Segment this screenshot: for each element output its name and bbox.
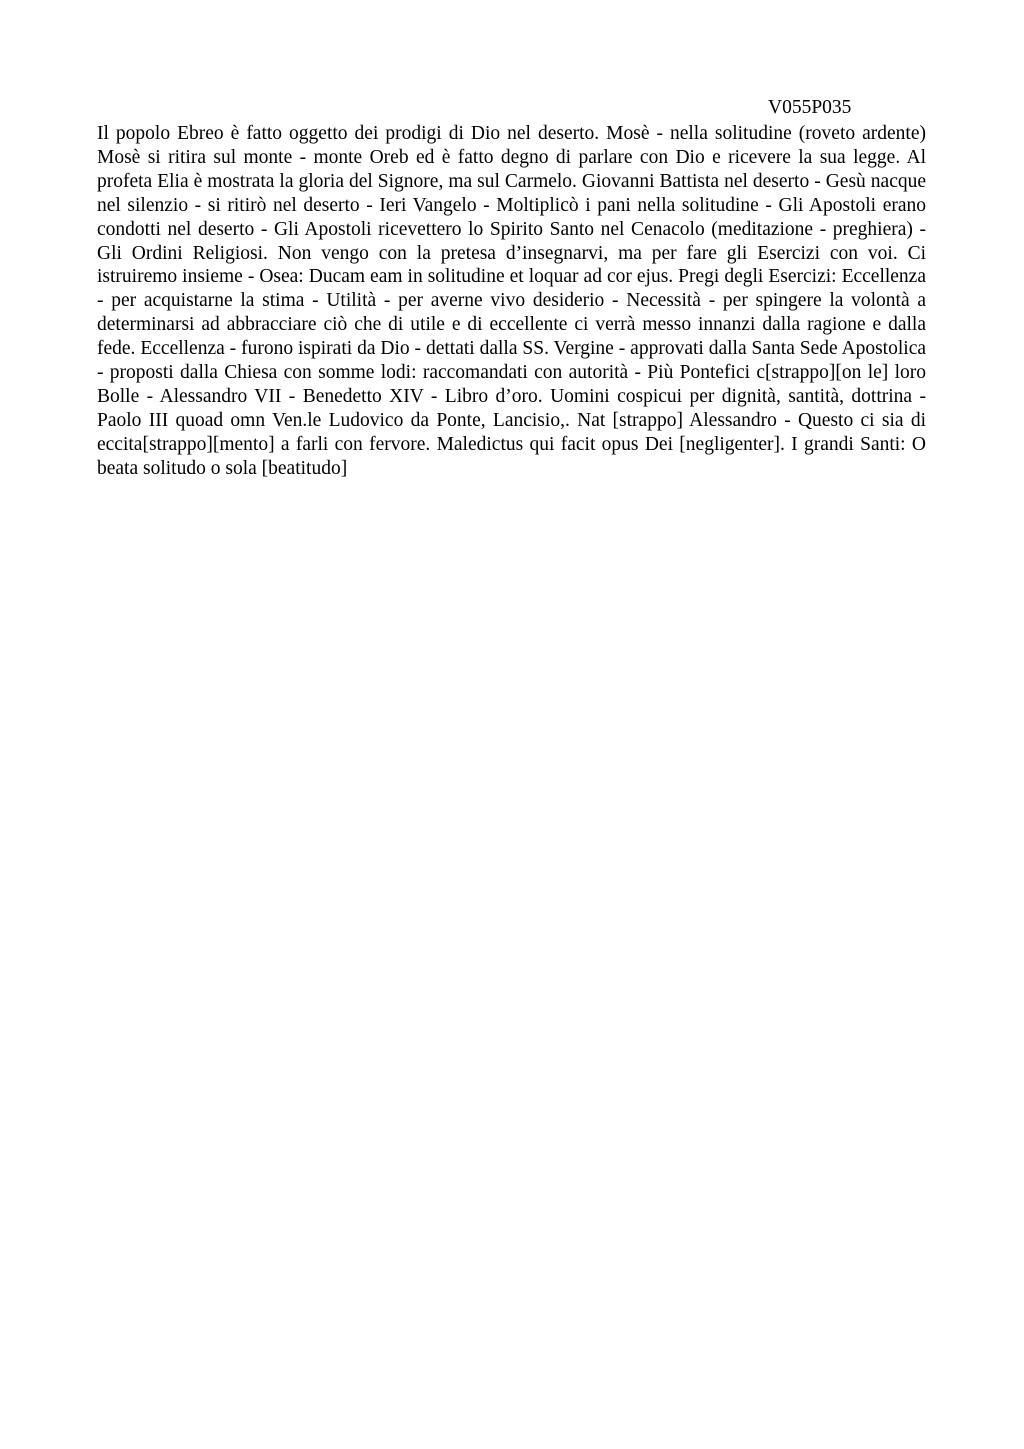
body-paragraph: Il popolo Ebreo è fatto oggetto dei prodigi di Dio nel deserto. Mosè - nella solitudine (roveto ardente) Mosè si ritira sul monte - monte Oreb ed è fatto degno di parlare con Dio e ricevere la sua legge. Al profeta Elia è mostrata la gloria del Signore, ma sul Carmelo. Giovanni Battista nel deserto - Gesù nacque nel silenzio - si ritirò nel deserto - Ieri Vangelo - Moltiplicò i pani nella solitudine - Gli Apostoli erano condotti nel deserto - Gli Apostoli ricevettero lo Spirito Santo nel Cenacolo (meditazione - preghiera) - Gli Ordini Religiosi. Non vengo con la pretesa d’insegnarvi, ma per fare gli Esercizi con voi. Ci istruiremo insieme - Osea: Ducam eam in solitudine et loquar ad cor ejus. Pregi degli Esercizi: Eccellenza - per acquistarne la stima - Utilità - per averne vivo desiderio - Necessità - per spingere la volontà a determinarsi ad abbracciare ciò che di utile e di eccellente ci verrà messo innanzi dalla ragione e dalla fede. Eccellenza - furono ispirati da Dio - dettati dalla SS. Vergine - approvati dalla Santa Sede Apostolica - proposti dalla Chiesa con somme lodi: raccomandati con autorità - Più Pontefici c[strappo][on le] loro Bolle - Alessandro VII - Benedetto XIV - Libro d’oro. Uomini cospicui per dignità, santità, dottrina - Paolo III quoad omn Ven.le Ludovico da Ponte, Lancisio,. Nat [strappo] Alessandro - Questo ci sia di eccita[strappo][mento] a farli con fervore. Maledictus qui facit opus Dei [negligenter]. I grandi Santi: O beata solitudo o sola [beatitudo] bbox=[97, 123, 926, 479]
page-identifier: V055P035 bbox=[768, 97, 852, 118]
